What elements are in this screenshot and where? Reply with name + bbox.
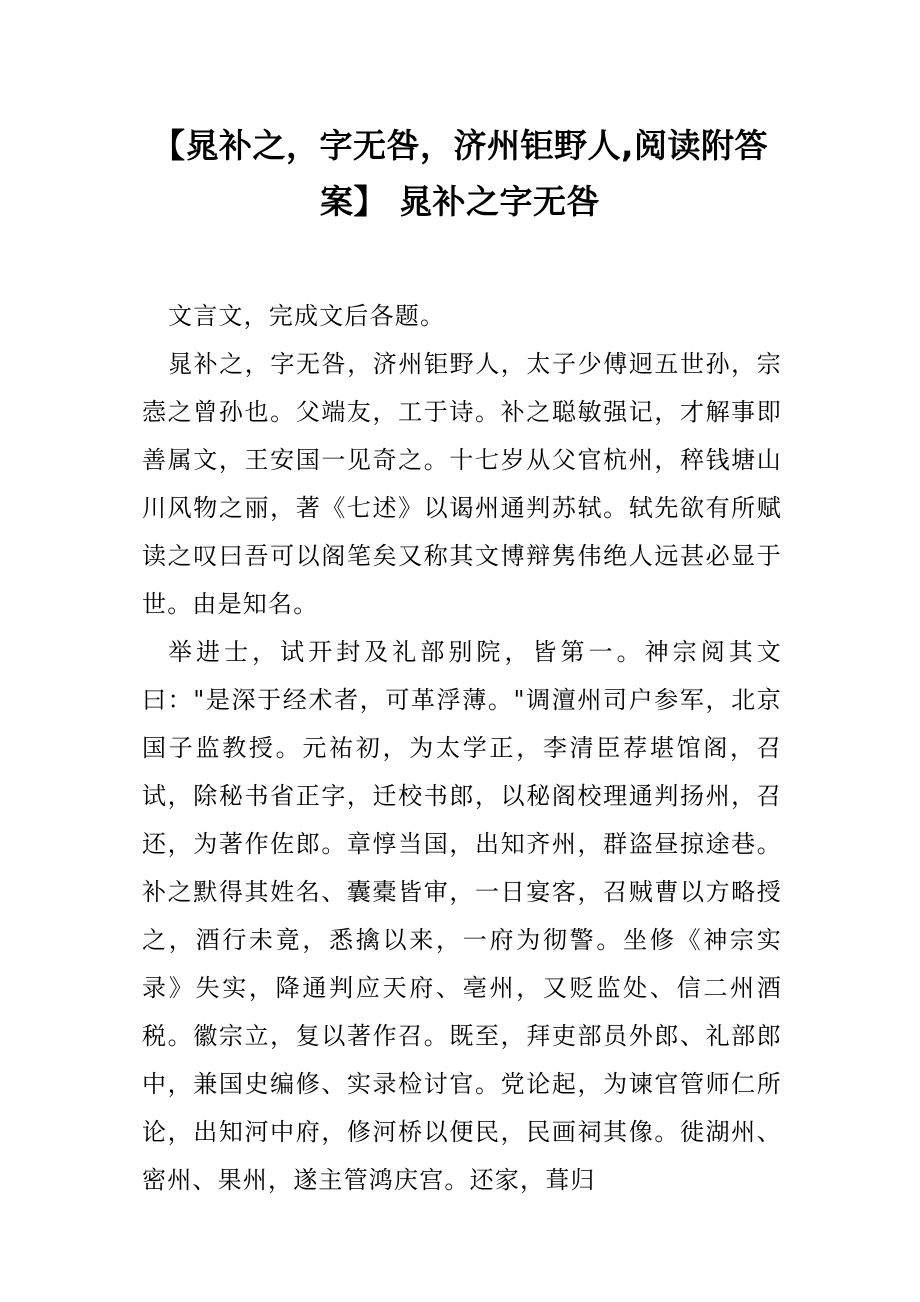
document-body bbox=[142, 292, 782, 1204]
paragraph-instruction: 文言文，完成文后各题。 bbox=[168, 302, 446, 330]
document-title: 【晁补之，字无咎，济州钜野人,阅读附答案】 晁补之字无咎 bbox=[151, 126, 769, 221]
paragraph-biography-1: 晁补之，字无咎，济州钜野人，太子少傅迥五世孙，宗悫之曾孙也。父端友，工于诗。补之聪敏强记，才解事即善属文，王安国一见奇之。十七岁从父官杭州，稡钱塘山川风物之丽，著《七述》以谒州通判苏轼。轼先欲有所赋读之叹曰吾可以阁笔矣又称其文博辩隽伟绝人远甚必显于世。由是知名。 bbox=[142, 350, 782, 618]
paragraph-biography-2: 举进士，试开封及礼部别院，皆第一。神宗阅其文曰："是深于经术者，可革浮薄。"调澶州司户参军，北京国子监教授。元祐初，为太学正，李清臣荐堪馆阁，召试，除秘书省正字，迁校书郎，以秘阁校理通判扬州，召还，为著作佐郎。章惇当国，出知齐州，群盗昼掠途巷。补之默得其姓名、囊橐皆审，一日宴客，召贼曹以方略授之，酒行未竟，悉擒以来，一府为彻警。坐修《神宗实录》失实，降通判应天府、亳州，又贬监处、信二州酒税。徽宗立，复以著作召。既至，拜吏部员外郎、礼部郎中，兼国史编修、实录检讨官。党论起，为谏官管师仁所论，出知河中府，修河桥以便民，民画祠其像。徙湖州、密州、果州，遂主管鸿庆宫。还家，葺归 bbox=[142, 638, 782, 1194]
